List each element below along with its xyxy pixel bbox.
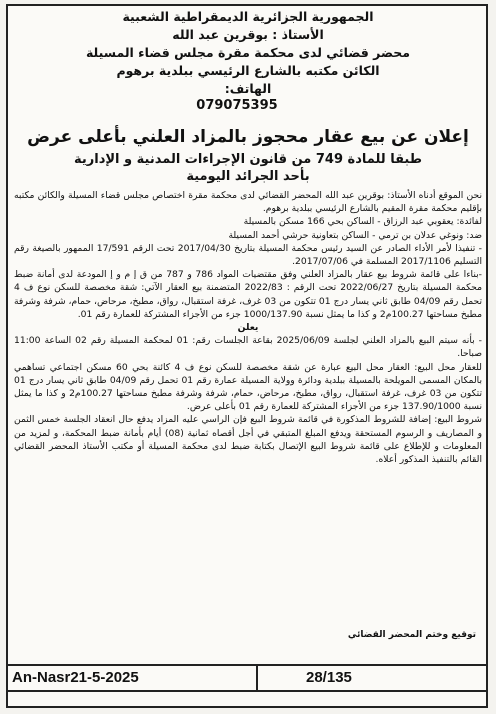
paragraph-against: ضد: ونوغي عدلان بن ترمي - الساكن بتعاونية حرشي أحمد المسيلة	[228, 229, 482, 241]
body-part-2	[14, 334, 482, 466]
paragraph-sale-terms: شروط البيع: إضافة للشروط المذكورة في قائمة شروط البيع فإن الراسي عليه المزاد يدفع حال انعقاد الجلسة خمس الثمن و المصاريف و الرسوم المستحقة ويدفع المبلغ المتبقي في أجل أقصاه ثمانية (08) أيام بأمانة ضبط المحكمة، و لمزيد من المعلومات و للإطلاع على قائمة شروط البيع الإتصال بكتابة ضبط لدى محكمة المسيلة أو مكتب الأستاذ المحضر القضائي القائم بالتنفيذ المذكور أعلاه.	[14, 414, 483, 466]
announce-heading: يعلن	[237, 322, 259, 334]
reference-number: 28/135	[306, 669, 352, 686]
document-content	[14, 8, 482, 466]
footer-divider	[256, 666, 258, 690]
paragraph-execution: - تنفيذا لأمر الأداء الصادر عن السيد رئيس محكمة المسيلة بتاريخ 2017/04/30 تحت الرقم 17/591 الممهور بالصيغة رقم التسليم 2017/1106 المسلمة في 2017/07/06.	[14, 242, 482, 268]
header-line-2: الأستاذ : بوقرين عبد الله	[172, 27, 324, 42]
phone-number: 079075395	[196, 98, 278, 113]
header-line-5: الهاتف:	[224, 81, 272, 96]
header	[14, 8, 482, 98]
notice-subtitle-2: بأحد الجرائد اليومية	[186, 169, 310, 184]
footer-bar	[6, 664, 488, 692]
newspaper-date: An-Nasr21-5-2025	[12, 669, 139, 686]
paragraph-intro: نحن الموقع أدناه الأستاذ: بوقرين عبد الله المحضر القضائي لدى محكمة مقرة اختصاص مجلس قضاء المسيلة والكائن مكتبه بإقليم محكمة مقرة المقيم بالشارع الرئيسي ببلدية برهوم.	[14, 190, 482, 215]
body-part-1	[14, 189, 482, 321]
header-line-4: الكائن مكتبه بالشارع الرئيسي ببلدية برهوم	[116, 63, 380, 78]
paragraph-conditions-list: -بناءا على قائمة شروط بيع عقار بالمزاد العلني وفق مقتضيات المواد 786 و 787 من ق إ م و إ المودعة لدى أمانة ضبط محكمة المسيلة بتاريخ 2022/06/27 تحت الرقم : 2022/83 المتضمنة بيع العقار الآتي: شقة مخصصة للسكن نوع ف 4 تحمل رقم 04/09 طابق ثاني يسار درج 01 تتكون من 03 غرف، غرفة استقبال، رواق، مطبخ، مرحاض، حمام، شرفة وشرفة مطبخ مساحتها 100.27م2 و كذا ما يمثل نسبة 1000/137.90 جزء من الأجزاء المشتركة للعمارة رقم 01.	[14, 269, 482, 320]
paragraph-beneficiary: لفائدة: يعقوبي عبد الرزاق - الساكن بحي 166 مسكن بالمسيلة	[243, 216, 482, 228]
header-line-3: محضر قضائي لدى محكمة مقرة مجلس قضاء المسيلة	[85, 45, 411, 60]
signature-line: توقيع وختم المحضر القضائي	[347, 630, 476, 640]
paragraph-property: للعقار محل البيع: العقار محل البيع عبارة عن شقة مخصصة للسكن نوع ف 4 كائنة بحي 60 مسكن اجتماعي تساهمي بالمكان المسمى المويلحة بالمسيلة ببلدية ودائرة وولاية المسيلة عمارة رقم 01 تحمل رقم 04/09 طابق ثاني يسار درج 01 تتكون من 03 غرف، غرفة استقبال، رواق، مطبخ، مرحاض، حمام، شرفة وشرفة مطبخ مساحتها 100.27م2 و كذا ما يمثل نسبة 137.90/1000 جزء من الأجزاء المشتركة للعمارة رقم 01 بأعلى عرض.	[14, 361, 483, 413]
notice-title: إعلان عن بيع عقار محجوز بالمزاد العلني بأعلى عرض	[27, 127, 469, 147]
header-line-1: الجمهورية الجزائرية الديمقراطية الشعبية	[122, 9, 374, 24]
paragraph-session: - بأنه سيتم البيع بالمزاد العلني لجلسة 2025/06/09 بقاعة الجلسات رقم: 01 لمحكمة المسيلة رقم 02 الساعة 11:00 صباحا.	[14, 335, 482, 360]
notice-subtitle-1: طبقا للمادة 749 من قانون الإجراءات المدنية و الإدارية	[74, 152, 422, 167]
